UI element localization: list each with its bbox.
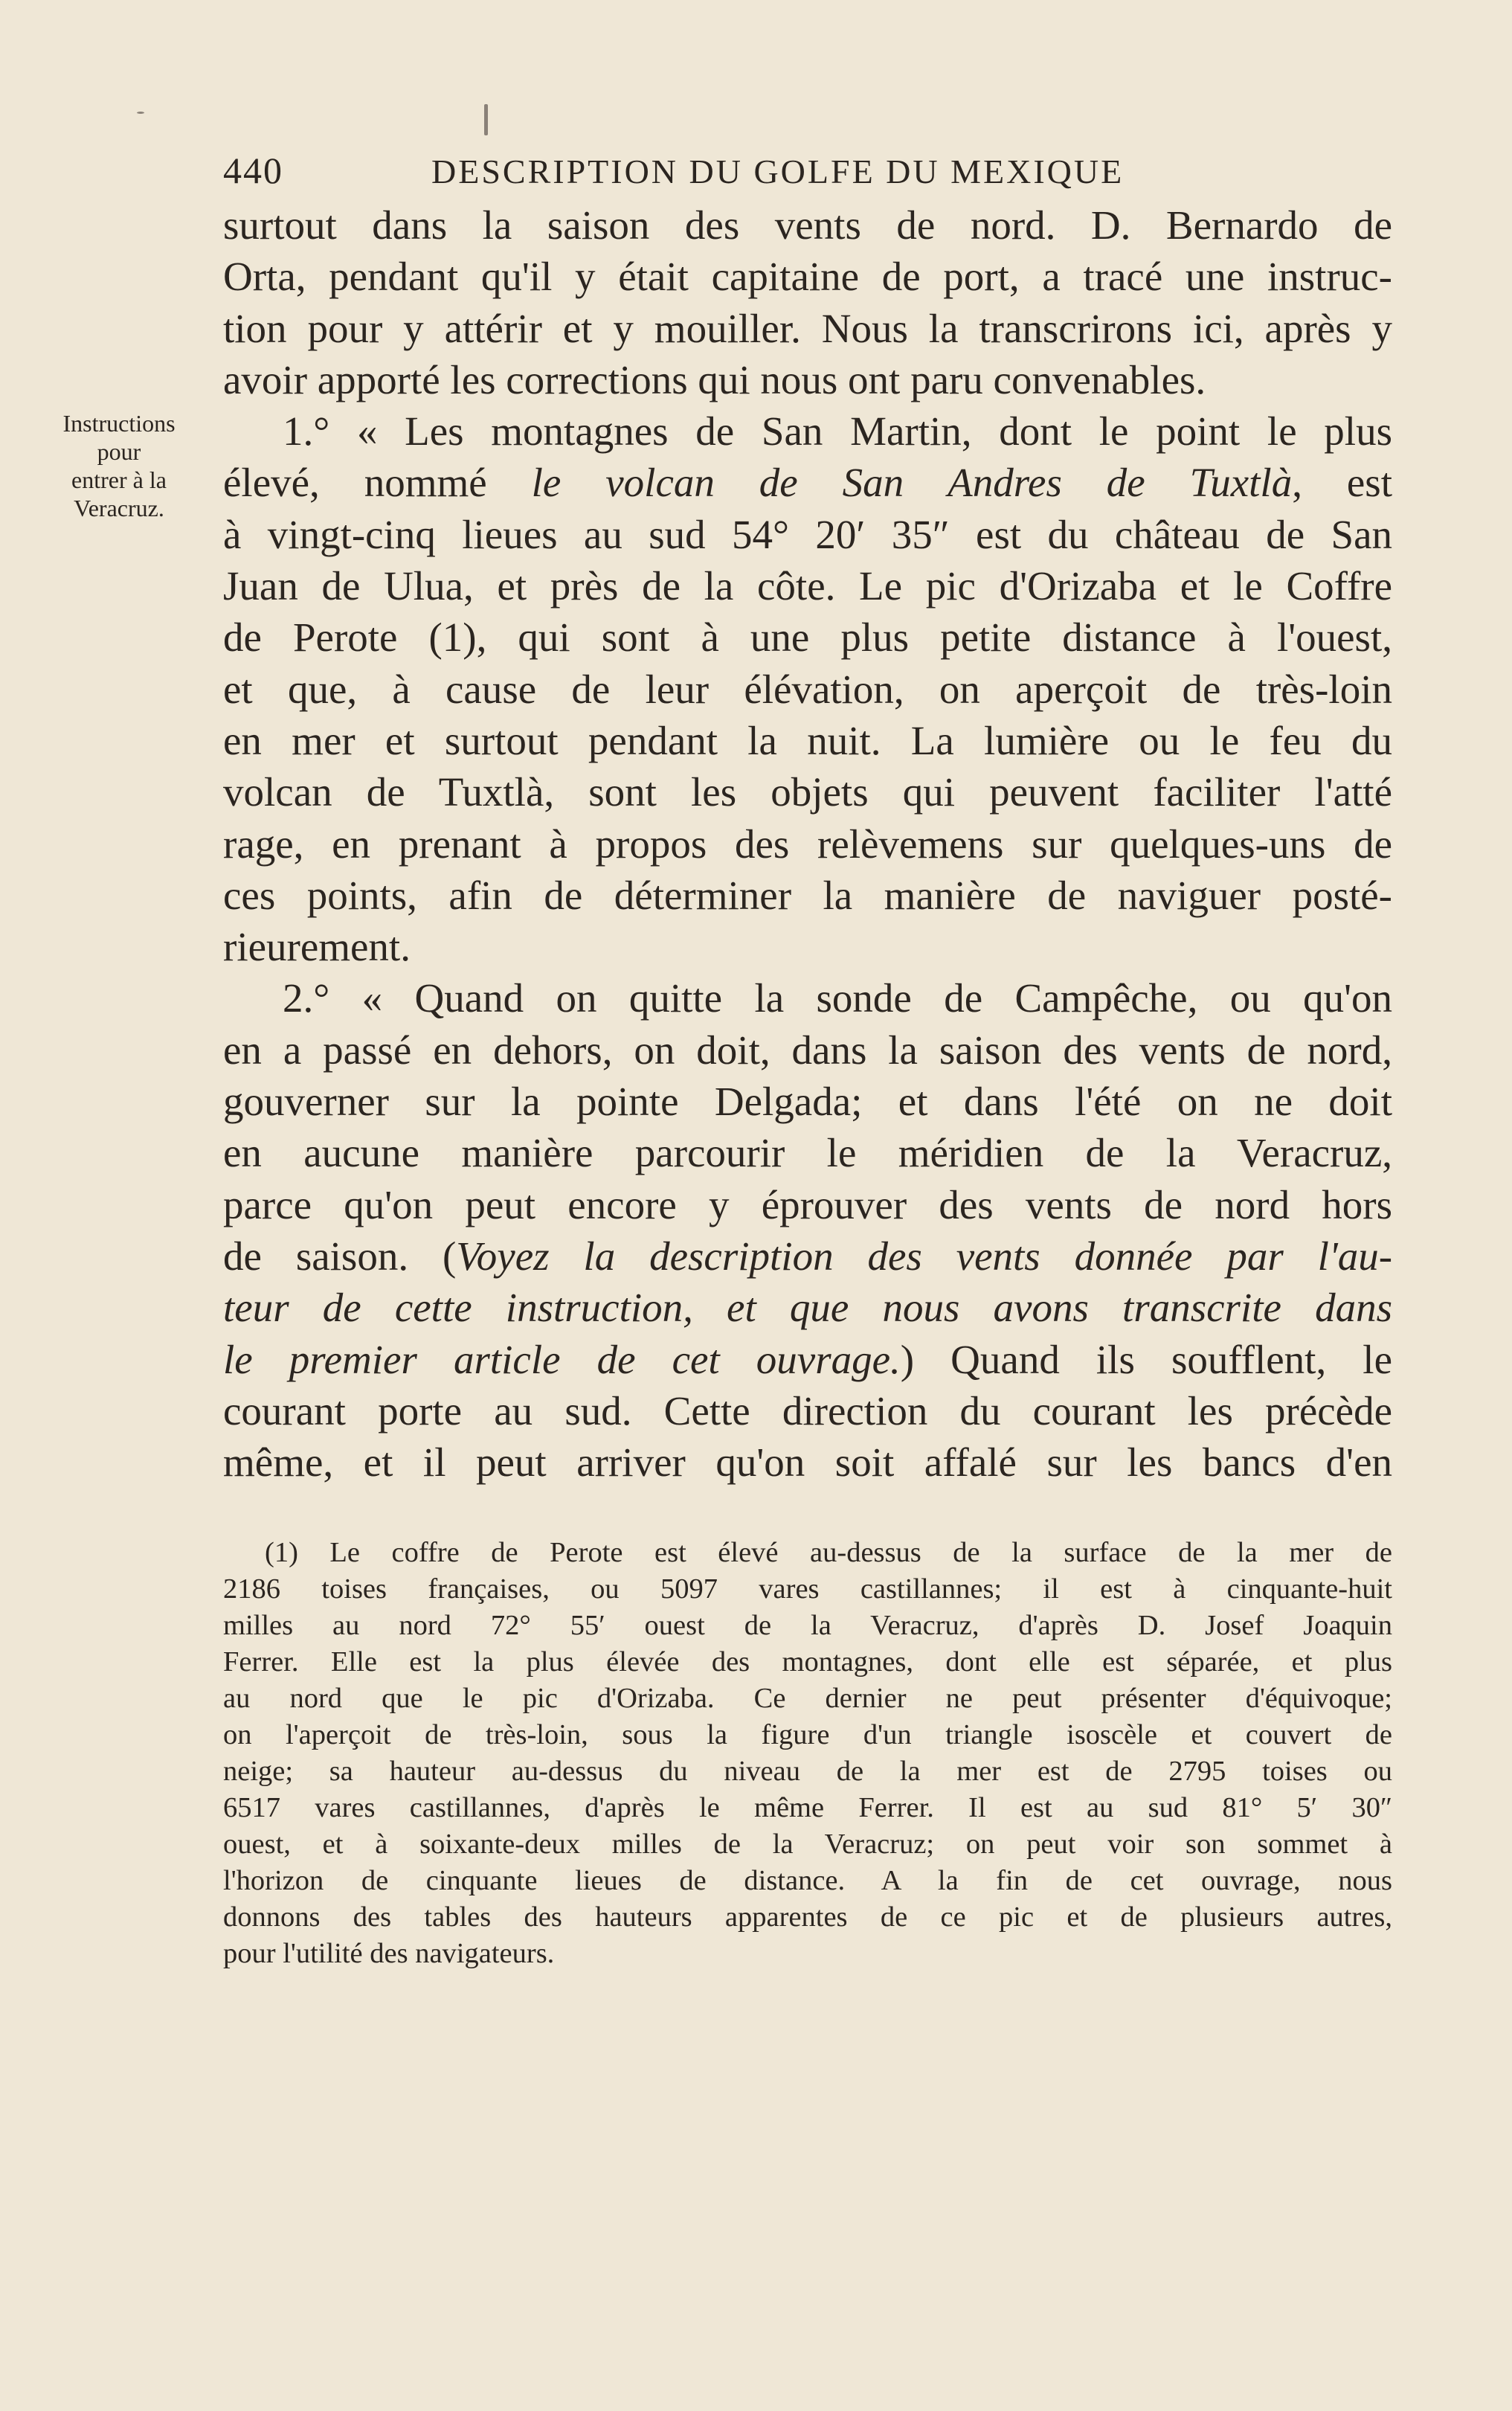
italic-span: teur de cette instruction, et que nous avons transcrite dans — [223, 1285, 1392, 1331]
footnote-line: on l'aperçoit de très-loin, sous la figure d'un triangle isoscèle et couvert de — [223, 1719, 1392, 1750]
text-line — [223, 457, 1392, 508]
footnote-line: l'horizon de cinquante lieues de distance. A la fin de cet ouvrage, nous — [223, 1865, 1392, 1896]
margin-note-line: entrer à la — [71, 466, 167, 493]
text-line — [223, 1334, 1392, 1385]
footnote — [223, 1535, 1392, 1972]
text-line: rage, en prenant à propos des relèvemens sur quelques-uns de — [223, 821, 1392, 867]
running-header — [223, 149, 1398, 193]
text-line: en a passé en dehors, on doit, dans la saison des vents de nord, — [223, 1027, 1392, 1073]
text-line: rieurement. — [223, 924, 411, 970]
text-line: volcan de Tuxtlà, sont les objets qui peuvent faciliter l'atté — [223, 769, 1392, 815]
footnote-line: (1) Le coffre de Perote est élevé au-dessus de la surface de la mer de — [265, 1537, 1392, 1568]
text-line: de Perote (1), qui sont à une plus petite distance à l'ouest, — [223, 614, 1392, 661]
footnote-line: ouest, et à soixante-deux milles de la Veracruz; on peut voir son sommet à — [223, 1829, 1392, 1860]
text-span: , est — [1292, 460, 1392, 506]
text-span: de saison. ( — [223, 1233, 457, 1279]
footnote-line: au nord que le pic d'Orizaba. Ce dernier ne peut présenter d'équivoque; — [223, 1683, 1392, 1714]
text-line: gouverner sur la pointe Delgada; et dans l'été on ne doit — [223, 1079, 1392, 1125]
footnote-line: donnons des tables des hauteurs apparentes de ce pic et de plusieurs autres, — [223, 1901, 1392, 1933]
text-line: parce qu'on peut encore y éprouver des vents de nord hors — [223, 1181, 1392, 1227]
footnote-line: pour l'utilité des navigateurs. — [223, 1938, 555, 1969]
text-line — [223, 1282, 1392, 1333]
text-line: tion pour y attérir et y mouiller. Nous la transcrirons ici, après y — [223, 305, 1392, 351]
italic-span: Voyez la description des vents donnée par l'au- — [456, 1233, 1393, 1279]
text-span: élevé, nommé — [223, 460, 532, 506]
text-line: avoir apporté les corrections qui nous ont paru convenables. — [223, 356, 1206, 402]
text-line: à vingt-cinq lieues au sud 54° 20′ 35″ est du château de San — [223, 511, 1392, 557]
paper-speck — [137, 112, 144, 114]
margin-note-line: Veracruz. — [74, 495, 164, 521]
footnote-line: Ferrer. Elle est la plus élevée des montagnes, dont elle est séparée, et plus — [223, 1646, 1392, 1678]
text-line: Orta, pendant qu'il y était capitaine de port, a tracé une instruc- — [223, 254, 1392, 300]
italic-span: le volcan de San Andres de Tuxtlà — [531, 460, 1293, 506]
margin-note — [30, 409, 208, 522]
text-line: courant porte au sud. Cette direction du courant les précède — [223, 1387, 1392, 1434]
text-line: même, et il peut arriver qu'on soit affalé sur les bancs d'en — [223, 1439, 1392, 1486]
italic-span: le premier article de cet ouvrage. — [223, 1336, 901, 1382]
footnote-line: neige; sa hauteur au-dessus du niveau de la mer est de 2795 toises ou — [223, 1756, 1392, 1787]
margin-note-line: Instructions — [62, 410, 176, 437]
margin-note-line: pour — [97, 438, 141, 465]
text-line: 1.° « Les montagnes de San Martin, dont le point le plus — [283, 408, 1392, 455]
text-span: ) Quand ils soufflent, le — [900, 1336, 1392, 1382]
text-line: et que, à cause de leur élévation, on aperçoit de très-loin — [223, 666, 1392, 712]
footnote-line: milles au nord 72° 55′ ouest de la Veracruz, d'après D. Josef Joaquin — [223, 1610, 1392, 1641]
footnote-line: 6517 vares castillannes, d'après le même Ferrer. Il est au sud 81° 5′ 30″ — [223, 1792, 1392, 1823]
text-line: en aucune manière parcourir le méridien de la Veracruz, — [223, 1130, 1392, 1176]
text-line: surtout dans la saison des vents de nord. D. Bernardo de — [223, 202, 1392, 248]
footnote-line: 2186 toises françaises, ou 5097 vares castillannes; il est à cinquante-huit — [223, 1573, 1392, 1605]
text-line: ces points, afin de déterminer la manière de naviguer posté- — [223, 872, 1392, 918]
running-title: DESCRIPTION DU GOLFE DU MEXIQUE — [431, 153, 1125, 190]
text-line — [223, 1230, 1392, 1282]
text-line: Juan de Ulua, et près de la côte. Le pic d'Orizaba et le Coffre — [223, 563, 1392, 609]
paper-speck — [484, 104, 488, 135]
main-text — [223, 199, 1392, 1488]
page-number: 440 — [223, 150, 283, 191]
text-line: en mer et surtout pendant la nuit. La lumière ou le feu du — [223, 717, 1392, 763]
text-line: 2.° « Quand on quitte la sonde de Campêche, ou qu'on — [283, 975, 1392, 1021]
